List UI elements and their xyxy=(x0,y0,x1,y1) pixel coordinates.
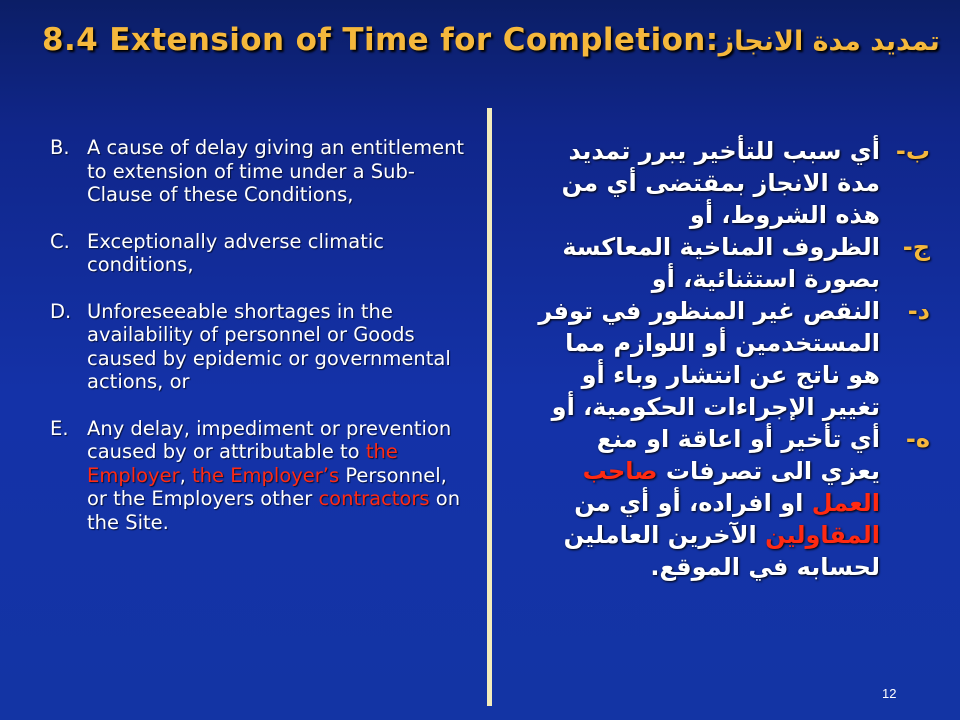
list-item xyxy=(500,231,930,295)
item-text: الظروف المناخية المعاكسة بصورة استثنائية، أو xyxy=(562,233,880,293)
list-item xyxy=(50,300,470,394)
list-item xyxy=(500,135,930,231)
item-letter: C. xyxy=(50,229,70,253)
highlight-employer: صاحب العمل xyxy=(582,457,880,517)
page-number: 12 xyxy=(882,686,897,701)
item-text: أي سبب للتأخير يبرر تمديد مدة الانجاز بمقتضى أي من هذه الشروط، أو xyxy=(561,137,880,229)
text-segment: , xyxy=(179,463,193,487)
item-text xyxy=(500,423,880,583)
item-letter: E. xyxy=(50,416,69,440)
list-item xyxy=(500,295,930,423)
highlight-employer: the Employer xyxy=(87,440,398,487)
item-letter: د- xyxy=(907,297,930,325)
list-item xyxy=(50,417,470,535)
highlight-contractors: contractors xyxy=(318,487,430,510)
item-text: Exceptionally adverse climatic conditions, xyxy=(87,229,385,276)
list-item xyxy=(50,230,470,277)
text-segment: Personnel, or the Employers other xyxy=(87,463,447,510)
list-item xyxy=(50,136,470,207)
item-letter: ج- xyxy=(902,233,930,261)
list-item xyxy=(500,423,930,583)
title-english: 8.4 Extension of Time for Completion: xyxy=(42,22,719,58)
english-clause-list xyxy=(50,136,470,534)
arabic-clause-list xyxy=(500,135,930,583)
item-text: Unforeseeable shortages in the availability of personnel or Goods caused by epidemic or governmental actions, or xyxy=(87,299,451,393)
item-text xyxy=(87,417,470,535)
item-letter: B. xyxy=(50,136,70,159)
item-text: A cause of delay giving an entitlement to extension of time under a Sub-Clause of these Conditions, xyxy=(87,136,465,206)
text-segment: Any delay, impediment or prevention caused by or attributable to xyxy=(87,416,452,463)
item-text: النقص غير المنظور في توفر المستخدمين أو اللوازم مما هو ناتج عن انتشار وباء أو تغيير الإجراءات الحكومية، أو xyxy=(538,297,880,421)
item-letter: ه- xyxy=(905,425,930,453)
title-arabic: تمديد مدة الانجاز xyxy=(718,26,940,57)
highlight-employers: the Employer’s xyxy=(192,463,340,487)
item-letter: ب- xyxy=(895,137,930,165)
text-segment: on the Site. xyxy=(87,487,461,534)
highlight-contractors: المقاولين xyxy=(765,521,880,549)
text-segment: أي تأخير أو اعاقة او منع يعزي الى تصرفات xyxy=(596,425,880,485)
slide-title xyxy=(42,22,940,58)
item-letter: D. xyxy=(50,299,72,323)
text-segment: الآخرين العاملين لحسابه في الموقع. xyxy=(563,521,880,581)
column-divider xyxy=(487,108,492,706)
text-segment: او افراده، أو أي من xyxy=(574,489,812,517)
